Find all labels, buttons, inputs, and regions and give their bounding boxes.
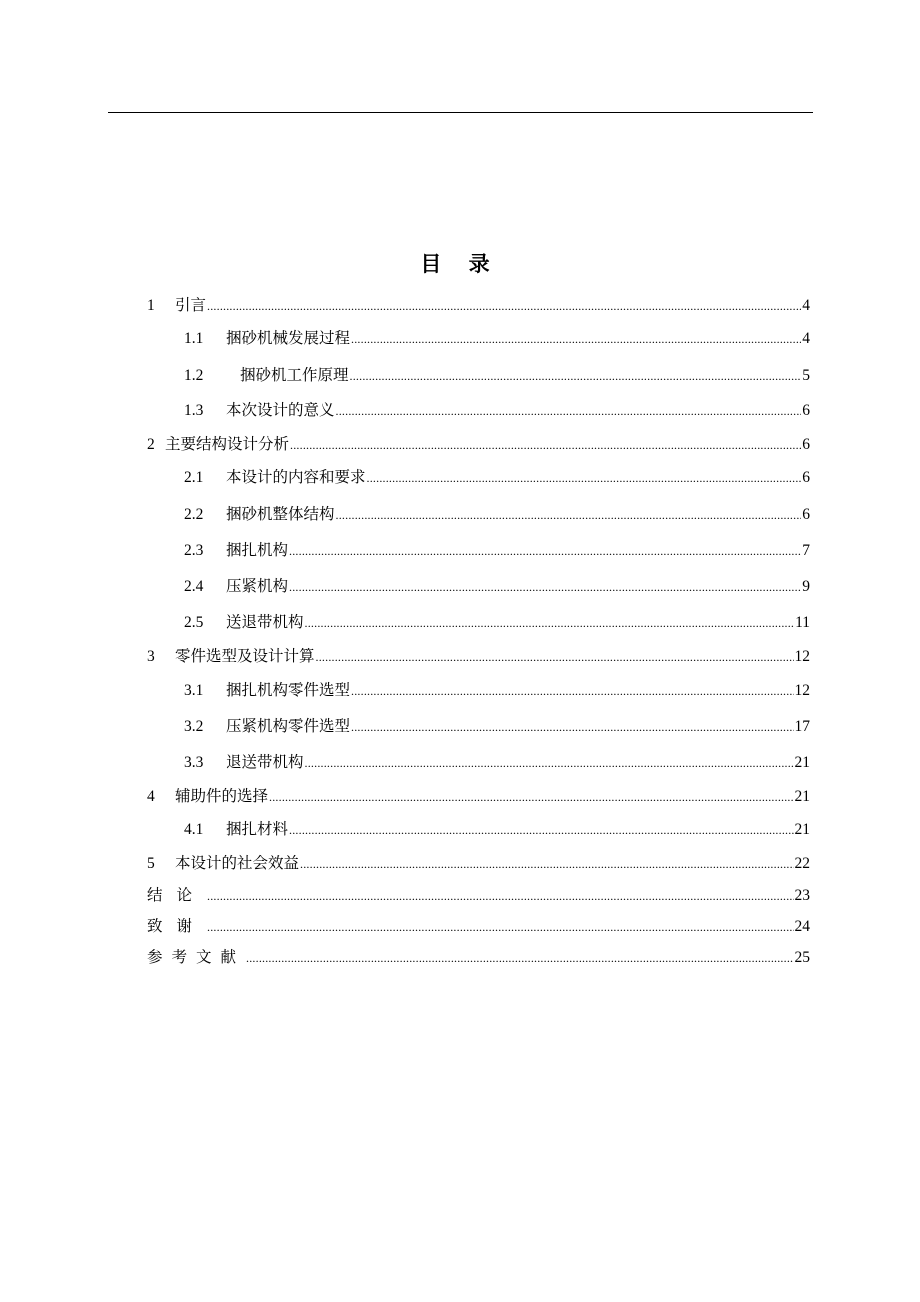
toc-leader bbox=[350, 365, 802, 387]
toc-entry-number: 3.2 bbox=[184, 718, 204, 735]
toc-entry-title: 致谢 bbox=[147, 917, 207, 935]
toc-entry[interactable] bbox=[184, 715, 810, 737]
toc-entry-page: 4 bbox=[802, 330, 810, 347]
toc-entry-number: 4.1 bbox=[184, 821, 204, 838]
toc-entry[interactable] bbox=[184, 399, 810, 421]
toc-leader bbox=[207, 885, 793, 907]
toc-leader bbox=[336, 504, 802, 526]
toc-entry-page: 6 bbox=[802, 436, 810, 453]
toc-entry[interactable] bbox=[184, 611, 810, 633]
toc-entry-number: 1.1 bbox=[184, 330, 204, 347]
toc-entry-page: 11 bbox=[795, 614, 810, 631]
header-rule bbox=[108, 112, 813, 113]
toc-leader bbox=[269, 786, 793, 808]
toc-entry-title: 主要结构设计分析 bbox=[165, 435, 290, 453]
toc-leader bbox=[316, 646, 794, 668]
toc-entry-number: 2.3 bbox=[184, 542, 204, 559]
toc-entry[interactable] bbox=[147, 852, 810, 874]
toc-entry[interactable] bbox=[147, 785, 810, 807]
toc-entry[interactable] bbox=[184, 751, 810, 773]
toc-leader bbox=[336, 400, 802, 422]
toc-leader bbox=[305, 752, 794, 774]
toc-entry-number: 3.3 bbox=[184, 754, 204, 771]
toc-leader bbox=[351, 716, 793, 738]
toc-leader bbox=[305, 612, 795, 634]
toc-entry-title: 引言 bbox=[175, 296, 207, 314]
toc-entry-title: 辅助件的选择 bbox=[175, 787, 269, 805]
toc-entry-number: 2.5 bbox=[184, 614, 204, 631]
toc-entry-number: 1 bbox=[147, 297, 155, 314]
toc-entry-page: 12 bbox=[794, 682, 810, 699]
toc-entry-title: 压紧机构 bbox=[226, 577, 289, 595]
toc-entry-page: 23 bbox=[794, 887, 810, 904]
toc-entry[interactable] bbox=[184, 679, 810, 701]
toc-entry[interactable] bbox=[184, 466, 810, 488]
toc-entry-title: 送退带机构 bbox=[226, 613, 304, 631]
toc-entry-page: 12 bbox=[794, 648, 810, 665]
toc-entry-title: 捆扎材料 bbox=[226, 820, 289, 838]
toc-entry[interactable] bbox=[147, 433, 810, 455]
toc-entry-title: 零件选型及设计计算 bbox=[175, 647, 315, 665]
toc-entry-page: 22 bbox=[794, 855, 810, 872]
toc-entry-page: 6 bbox=[802, 506, 810, 523]
toc-entry-title: 捆扎机构 bbox=[226, 541, 289, 559]
toc-entry-number: 3.1 bbox=[184, 682, 204, 699]
toc-entry-page: 25 bbox=[794, 949, 810, 966]
toc-leader bbox=[367, 467, 802, 489]
toc-entry-number: 2.2 bbox=[184, 506, 204, 523]
toc-entry-title: 本次设计的意义 bbox=[226, 401, 335, 419]
toc-entry[interactable] bbox=[147, 946, 810, 968]
toc-entry-number: 3 bbox=[147, 648, 155, 665]
toc-entry-page: 17 bbox=[794, 718, 810, 735]
toc-entry-page: 6 bbox=[802, 469, 810, 486]
toc-leader bbox=[289, 540, 801, 562]
toc-leader bbox=[290, 434, 801, 456]
toc-entry[interactable] bbox=[147, 884, 810, 906]
toc-entry-page: 6 bbox=[802, 402, 810, 419]
toc-entry-number: 1.2 bbox=[184, 367, 204, 384]
toc-entry-number: 2 bbox=[147, 436, 155, 453]
toc-entry-page: 4 bbox=[802, 297, 810, 314]
toc-entry[interactable] bbox=[147, 645, 810, 667]
toc-entry[interactable] bbox=[184, 364, 810, 386]
toc-entry-title: 捆砂机工作原理 bbox=[240, 366, 349, 384]
toc-entry-page: 5 bbox=[802, 367, 810, 384]
toc-entry-title: 捆扎机构零件选型 bbox=[226, 681, 351, 699]
toc-entry-title: 压紧机构零件选型 bbox=[226, 717, 351, 735]
toc-leader bbox=[207, 295, 801, 317]
toc-leader bbox=[351, 328, 801, 350]
toc-leader bbox=[300, 853, 793, 875]
toc-entry[interactable] bbox=[184, 539, 810, 561]
toc-entry-page: 7 bbox=[802, 542, 810, 559]
toc-entry-number: 2.1 bbox=[184, 469, 204, 486]
toc-leader bbox=[246, 947, 793, 969]
toc-entry[interactable] bbox=[147, 915, 810, 937]
toc-entry-title: 捆砂机整体结构 bbox=[226, 505, 335, 523]
toc-entry-title: 参考文献 bbox=[147, 948, 246, 966]
toc-entry[interactable] bbox=[184, 575, 810, 597]
toc-leader bbox=[289, 819, 793, 841]
toc-entry-page: 24 bbox=[794, 918, 810, 935]
toc-entry-title: 结论 bbox=[147, 886, 207, 904]
toc-entry[interactable] bbox=[184, 327, 810, 349]
toc-entry-number: 4 bbox=[147, 788, 155, 805]
toc-leader bbox=[289, 576, 801, 598]
toc-entry-title: 退送带机构 bbox=[226, 753, 304, 771]
toc-leader bbox=[207, 916, 793, 938]
toc-entry-page: 21 bbox=[794, 754, 810, 771]
toc-entry-page: 9 bbox=[802, 578, 810, 595]
toc-entry-title: 捆砂机械发展过程 bbox=[226, 329, 351, 347]
toc-title: 目 录 bbox=[420, 251, 500, 276]
toc-entry-page: 21 bbox=[794, 788, 810, 805]
toc-entry[interactable] bbox=[184, 503, 810, 525]
toc-entry-number: 5 bbox=[147, 855, 155, 872]
toc-entry-number: 2.4 bbox=[184, 578, 204, 595]
toc-entry-number: 1.3 bbox=[184, 402, 204, 419]
toc-entry-title: 本设计的社会效益 bbox=[175, 854, 300, 872]
toc-entry-page: 21 bbox=[794, 821, 810, 838]
toc-entry-title: 本设计的内容和要求 bbox=[226, 468, 366, 486]
toc-leader bbox=[351, 680, 793, 702]
toc-entry[interactable] bbox=[147, 294, 810, 316]
toc-entry[interactable] bbox=[184, 818, 810, 840]
